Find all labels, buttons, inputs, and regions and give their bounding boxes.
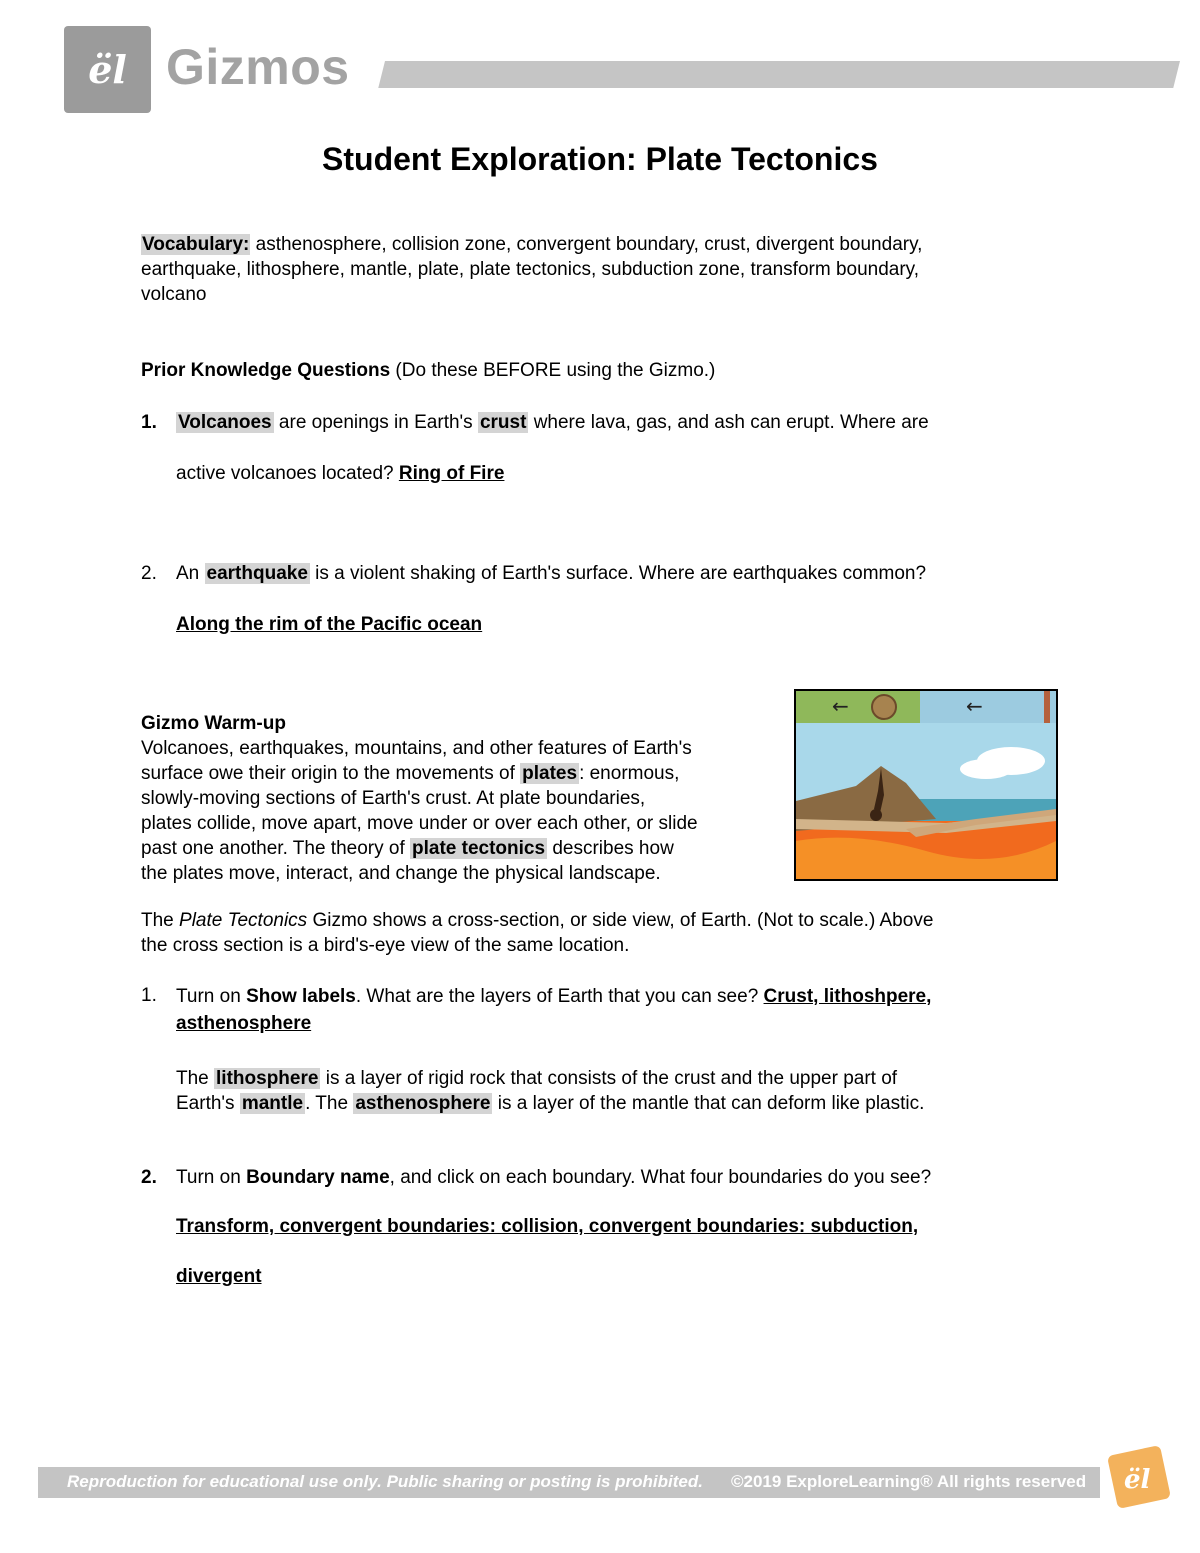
- prior-q2-line1: An earthquake is a violent shaking of Earth's surface. Where are earthquakes common?: [176, 563, 927, 584]
- vocabulary-line1: asthenosphere, collision zone, convergent boundary, crust, divergent boundary,: [250, 234, 923, 255]
- warmup-q1-number: 1.: [141, 985, 157, 1006]
- gizmos-logo-badge: [64, 26, 151, 113]
- term-earthquake: earthquake: [206, 563, 308, 584]
- vocabulary-line2: earthquake, lithosphere, mantle, plate, plate tectonics, subduction zone, transform boundary,: [141, 259, 920, 280]
- prior-q1-answer: Ring of Fire: [398, 463, 505, 484]
- warmup-q2-number: 2.: [141, 1167, 157, 1188]
- brand-name: Gizmos: [166, 39, 350, 95]
- gizmo-description: The Plate Tectonics Gizmo shows a cross-section, or side view, of Earth. (Not to scale.) Above the cross section is a bird's-eye view of the same location.: [141, 910, 934, 956]
- warmup-q2: Turn on Boundary name, and click on each boundary. What four boundaries do you see?: [176, 1167, 932, 1188]
- prior-heading-text: Prior Knowledge Questions: [141, 360, 391, 381]
- vocabulary-line3: volcano: [141, 284, 207, 305]
- show-labels-control: Show labels: [246, 986, 356, 1007]
- term-volcanoes: Volcanoes: [178, 412, 272, 433]
- header-bar: [378, 61, 1180, 88]
- explorelearning-corner-logo-icon: [1104, 1442, 1174, 1512]
- prior-q1-number: 1.: [141, 412, 157, 433]
- layers-info: The lithosphere is a layer of rigid rock that consists of the crust and the upper part of Earth's mantle . The asthenosphere is a layer of the mantle that can deform like plastic.: [176, 1068, 925, 1114]
- footer-reproduction-notice: Reproduction for educational use only. Public sharing or posting is prohibited.: [67, 1472, 703, 1491]
- prior-heading-note: (Do these BEFORE using the Gizmo.): [390, 360, 716, 381]
- svg-text:ël: ël: [1124, 1465, 1151, 1495]
- prior-q1-line2: active volcanoes located? Ring of Fire: [176, 463, 505, 484]
- vocabulary-label: Vocabulary:: [142, 234, 250, 255]
- plate-tectonics-illustration: [794, 689, 1058, 881]
- explorelearning-logo-icon: ël: [88, 47, 127, 92]
- prior-q2-number: 2.: [141, 563, 157, 584]
- prior-knowledge-heading: [141, 358, 715, 383]
- warmup-q1-answer-part2: asthenosphere: [176, 1013, 312, 1034]
- prior-q2-answer: Along the rim of the Pacific ocean: [176, 614, 483, 635]
- footer-copyright: ©2019 ExploreLearning® All rights reserved: [731, 1472, 1087, 1491]
- gizmo-name: Plate Tectonics: [179, 910, 308, 931]
- page-title: Student Exploration: Plate Tectonics: [322, 141, 878, 177]
- vocabulary-block: [141, 232, 922, 307]
- arrow-left-icon: ←: [966, 694, 983, 718]
- warmup-q2-answer-part1: Transform, convergent boundaries: collision, convergent boundaries: subduction,: [176, 1216, 919, 1237]
- term-mantle: mantle: [241, 1093, 304, 1114]
- term-lithosphere: lithosphere: [216, 1068, 319, 1089]
- arrow-left-icon: ←: [832, 694, 849, 718]
- warmup-q1-answer-part1: Crust, lithoshpere,: [763, 986, 932, 1007]
- term-crust: crust: [479, 412, 527, 433]
- term-plate-tectonics: plate tectonics: [412, 838, 546, 859]
- warmup-q1: Turn on Show labels. What are the layers of Earth that you can see? Crust, lithoshpere, asthenosphere: [176, 986, 932, 1034]
- warmup-block: Gizmo Warm-up Volcanoes, earthquakes, mountains, and other features of Earth's surface owe their origin to the movements of plates : enormous, slowly-moving sections of Earth's crust. At plate boundaries, plates collide, move apart, move under or over each other, or slide past one another. The theory of plate tectonics describes how the plates move, interact, and change the physical landscape.: [141, 713, 698, 884]
- warmup-q2-answer-part2: divergent: [176, 1266, 262, 1287]
- prior-q1-line1: Volcanoes are openings in Earth's crust where lava, gas, and ash can erupt. Where are: [178, 412, 929, 433]
- warmup-heading: Gizmo Warm-up: [141, 713, 286, 734]
- term-asthenosphere: asthenosphere: [355, 1093, 491, 1114]
- boundary-name-control: Boundary name: [246, 1167, 390, 1188]
- cross-section-image: [796, 691, 1056, 879]
- term-plates: plates: [522, 763, 578, 784]
